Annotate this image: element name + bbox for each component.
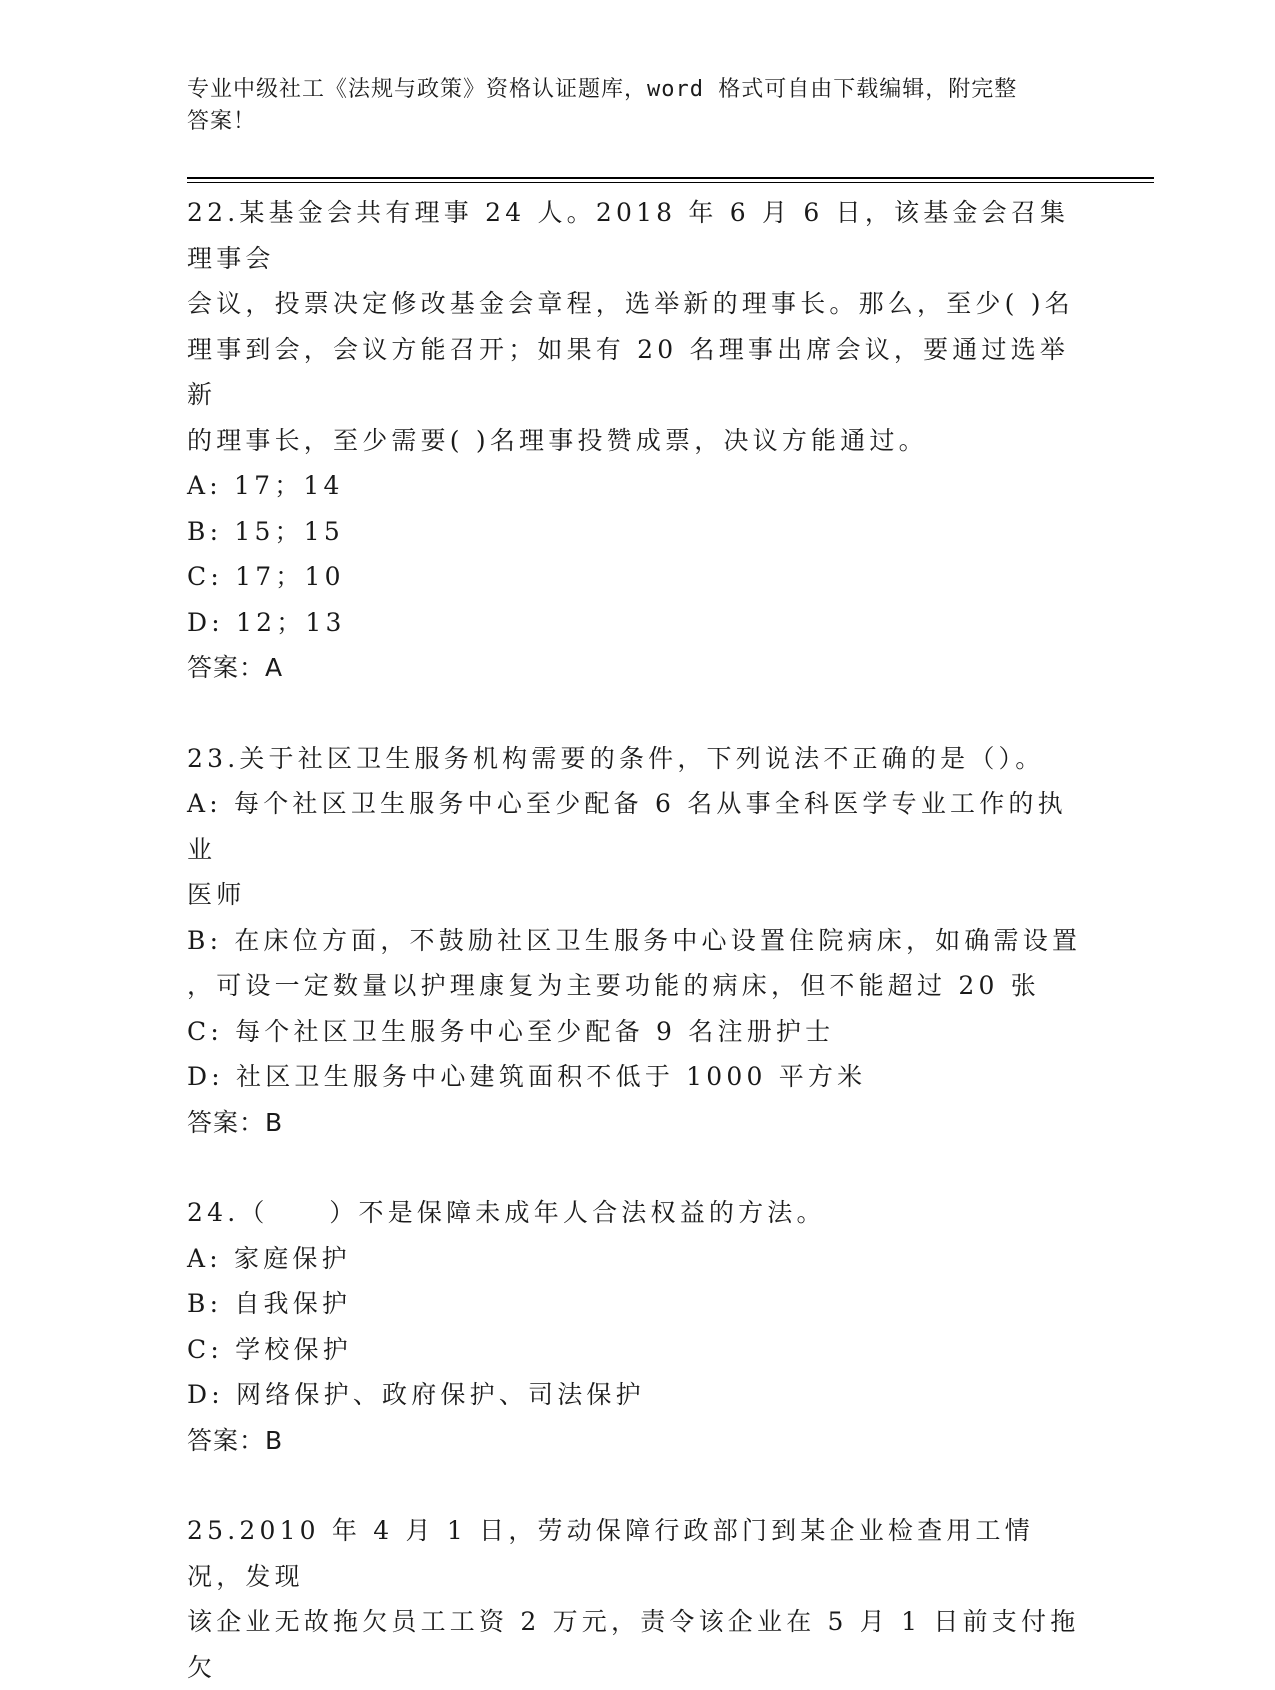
- option-b: B: 在床位方面，不鼓励社区卫生服务中心设置住院病床，如确需设置: [187, 925, 1082, 955]
- answer-label: 答案：: [187, 653, 266, 682]
- answer-line: [187, 645, 1087, 691]
- question-23: [187, 736, 1087, 1146]
- option-c: C: 17；10: [187, 562, 345, 591]
- question-22: [187, 190, 1087, 691]
- option-c: C: 学校保护: [187, 1334, 352, 1364]
- question-stem-line: 24.（ ）不是保障未成年人合法权益的方法。: [187, 1198, 826, 1227]
- question-stem-line: 25.2010 年 4 月 1 日，劳动保障行政部门到某企业检查用工情况，发现: [187, 1516, 1034, 1591]
- header-line-1: 专业中级社工《法规与政策》资格认证题库，word 格式可自由下载编辑，附完整: [187, 77, 1018, 102]
- document-header: [187, 74, 1067, 138]
- option-d: D: 12；13: [187, 607, 346, 637]
- option-a: A: 17；14: [187, 471, 344, 500]
- option-a-cont: 医师: [187, 880, 246, 909]
- answer-label: 答案：: [187, 1107, 266, 1137]
- option-c: C: 每个社区卫生服务中心至少配备 9 名注册护士: [187, 1016, 835, 1046]
- answer-value: B: [265, 1107, 284, 1137]
- answer-line: [187, 1100, 1087, 1146]
- option-a: A: 每个社区卫生服务中心至少配备 6 名从事全科医学专业工作的执业: [187, 789, 1067, 864]
- question-list: [187, 190, 1087, 1690]
- answer-value: B: [265, 1425, 284, 1455]
- question-stem-line: 理事到会，会议方能召开；如果有 20 名理事出席会议，要通过选举新: [187, 334, 1070, 409]
- option-d: D: 社区卫生服务中心建筑面积不低于 1000 平方米: [187, 1062, 867, 1091]
- answer-label: 答案：: [187, 1425, 266, 1455]
- option-b-cont: ，可设一定数量以护理康复为主要功能的病床，但不能超过 20 张: [187, 971, 1040, 1000]
- answer-value: A: [265, 653, 284, 682]
- option-d: D: 网络保护、政府保护、司法保护: [187, 1380, 645, 1409]
- question-stem-line: 22.某基金会共有理事 24 人。2018 年 6 月 6 日，该基金会召集理事会: [187, 198, 1070, 273]
- answer-line: [187, 1418, 1087, 1464]
- question-stem-line: 该企业无故拖欠员工工资 2 万元，责令该企业在 5 月 1 日前支付拖欠: [187, 1607, 1080, 1682]
- option-a: A: 家庭保护: [187, 1243, 351, 1273]
- header-rule-thin: [187, 182, 1154, 183]
- question-24: [187, 1190, 1087, 1463]
- question-25: [187, 1508, 1087, 1690]
- header-rule-thick: [187, 177, 1154, 179]
- question-stem-line: 会议，投票决定修改基金会章程，选举新的理事长。那么，至少( )名: [187, 289, 1074, 318]
- question-stem-line: 的理事长，至少需要( )名理事投赞成票，决议方能通过。: [187, 425, 928, 455]
- question-stem-line: 23.关于社区卫生服务机构需要的条件，下列说法不正确的是（）。: [187, 743, 1045, 773]
- option-b: B: 自我保护: [187, 1289, 352, 1318]
- option-b: B: 15；15: [187, 516, 344, 546]
- header-line-2: 答案！: [187, 109, 257, 134]
